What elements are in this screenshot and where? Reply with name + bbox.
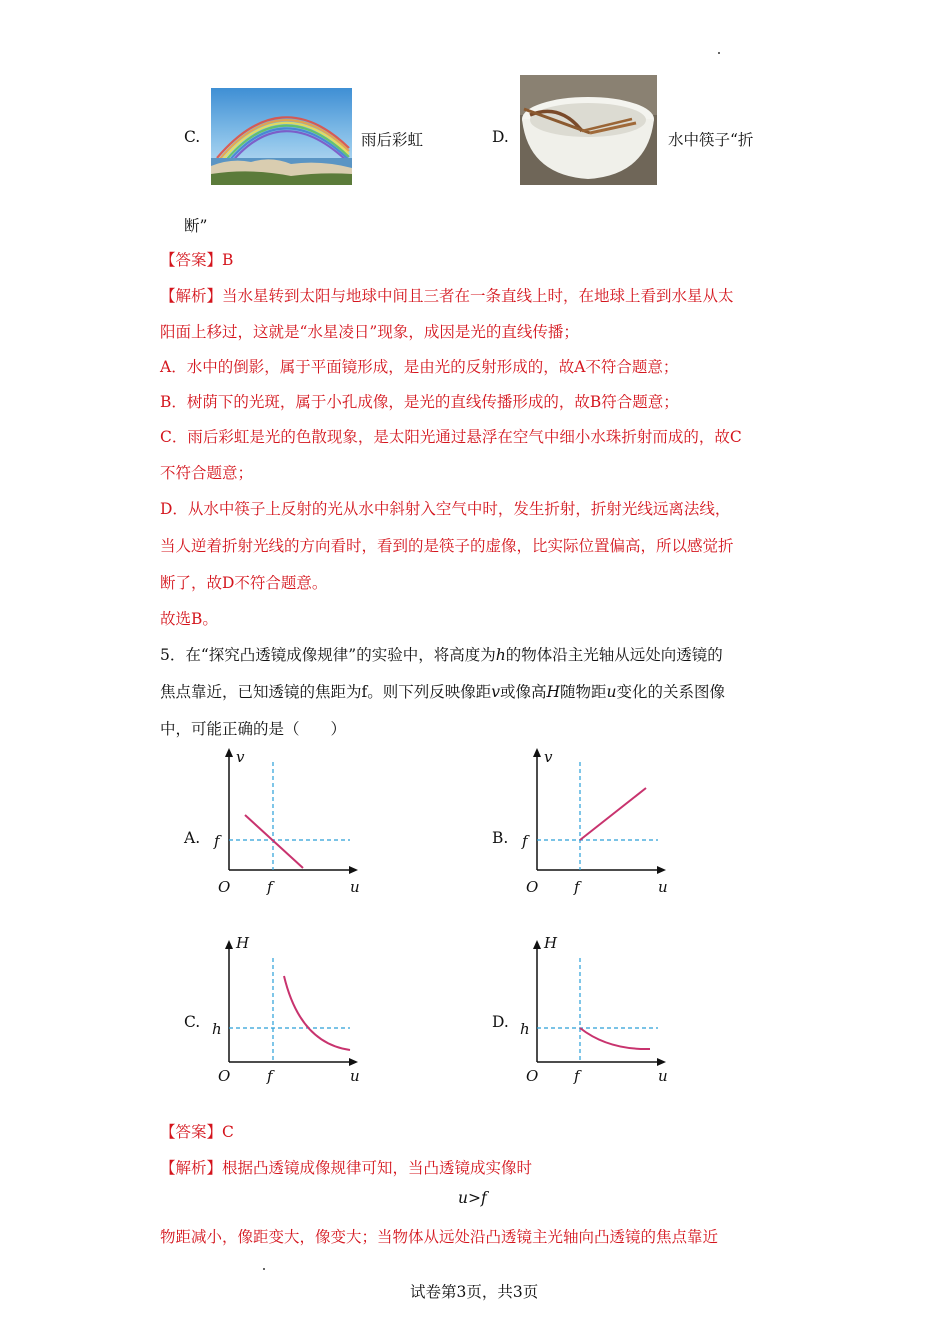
q5-stem-line1: 5．在“探究凸透镜成像规律”的实验中，将高度为ℎ的物体沿主光轴从远处向透镜的 (160, 646, 723, 664)
graph-a-y-label: v (236, 748, 245, 766)
q4-option-d-analysis-2: 当人逆着折射光线的方向看时，看到的是筷子的虚像，比实际位置偏高，所以感觉折 (160, 537, 734, 555)
graph-d-x-arrow (657, 1058, 666, 1066)
chopsticks-in-bowl-photo (520, 75, 657, 185)
q4-option-c-analysis-1: C．雨后彩虹是光的色散现象，是太阳光通过悬浮在空气中细小水珠折射而成的，故C (160, 428, 742, 446)
graph-c-letter: C. (184, 1013, 201, 1031)
q5-analysis-line2: 物距减小，像距变大，像变大；当物体从远处沿凸透镜主光轴向凸透镜的焦点靠近 (160, 1228, 719, 1246)
graph-c-origin: O (218, 1067, 231, 1085)
graph-b-y-label: v (544, 748, 553, 766)
rainbow-photo (211, 88, 352, 185)
q5-analysis-label: 【解析】 (160, 1159, 223, 1177)
graph-b-x-tick: f (574, 878, 580, 896)
option-d-letter: D. (492, 128, 509, 146)
graph-c-x-arrow (349, 1058, 358, 1066)
graph-b-y-arrow (533, 748, 541, 757)
q4-analysis-text1: 当水星转到太阳与地球中间且三者在一条直线上时，在地球上看到水星从太 (222, 287, 734, 305)
graph-a-letter: A. (184, 829, 201, 847)
option-d-label: 水中筷子“折 (668, 131, 754, 149)
q4-option-c-analysis-2: 不符合题意； (160, 464, 254, 482)
graph-a-curve (245, 815, 303, 868)
q4-option-b-analysis: B．树荫下的光斑，属于小孔成像，是光的直线传播形成的，故B符合题意； (160, 393, 679, 411)
graph-c-x-label: u (350, 1067, 360, 1085)
graph-d-origin: O (526, 1067, 539, 1085)
graph-a-level-label: f (214, 832, 220, 850)
q5-answer: 【答案】C (160, 1123, 234, 1141)
graph-b (508, 740, 678, 900)
graph-a-x-arrow (349, 866, 358, 874)
graph-a-origin: O (218, 878, 231, 896)
option-d-label-cont: 断” (184, 217, 208, 235)
graph-d-letter: D. (492, 1013, 509, 1031)
graph-d-x-label: u (658, 1067, 668, 1085)
q4-option-d-analysis-3: 断了，故D不符合题意。 (160, 574, 328, 592)
q4-option-a-analysis: A．水中的倒影，属于平面镜形成，是由光的反射形成的，故A不符合题意； (160, 358, 679, 376)
graph-a-y-arrow (225, 748, 233, 757)
speck-bottom (263, 1268, 265, 1270)
speck-top (718, 52, 720, 54)
q4-answer: 【答案】B (160, 251, 234, 269)
option-c-letter: C. (184, 128, 201, 146)
graph-c-y-label: H (236, 934, 250, 952)
graph-b-letter: B. (492, 829, 509, 847)
graph-d-y-arrow (533, 940, 541, 949)
graph-b-origin: O (526, 878, 539, 896)
graph-d-x-tick: f (574, 1067, 580, 1085)
q5-analysis-line1 (160, 1158, 532, 1178)
q4-conclusion: 故选B。 (160, 610, 218, 628)
page-footer: 试卷第3页，共3页 (410, 1283, 539, 1301)
graph-d-level-label: h (520, 1020, 530, 1038)
q5-stem-line3: 中，可能正确的是（ ） (160, 720, 347, 738)
q4-analysis-line2: 阳面上移过，这就是“水星凌日”现象，成因是光的直线传播； (160, 323, 579, 341)
graph-c-x-tick: f (267, 1067, 273, 1085)
graph-a-x-label: u (350, 878, 360, 896)
graph-a-x-tick: f (267, 878, 273, 896)
graph-b-x-arrow (657, 866, 666, 874)
graph-c-curve (284, 976, 350, 1050)
graph-b-x-label: u (658, 878, 668, 896)
graph-b-level-label: f (522, 832, 528, 850)
option-c-label: 雨后彩虹 (361, 131, 424, 149)
q5-analysis-text1: 根据凸透镜成像规律可知，当凸透镜成实像时 (222, 1159, 533, 1177)
graph-b-curve (580, 788, 646, 840)
graph-d (508, 928, 678, 1088)
graph-c-y-arrow (225, 940, 233, 949)
graph-d-y-label: H (544, 934, 558, 952)
graph-c (200, 928, 370, 1088)
q5-stem-line2: 焦点靠近，已知透镜的焦距为f。则下列反映像距𝑣或像高𝐻随物距𝑢变化的关系图像 (160, 683, 725, 701)
graph-c-level-label: h (212, 1020, 222, 1038)
q5-formula: u>f (458, 1189, 487, 1207)
graph-d-curve (580, 1028, 650, 1049)
graph-a (200, 740, 370, 900)
q4-analysis-label: 【解析】 (160, 287, 223, 305)
q4-analysis-line1 (160, 286, 734, 306)
q4-option-d-analysis-1: D．从水中筷子上反射的光从水中斜射入空气中时，发生折射，折射光线远离法线， (160, 500, 731, 518)
